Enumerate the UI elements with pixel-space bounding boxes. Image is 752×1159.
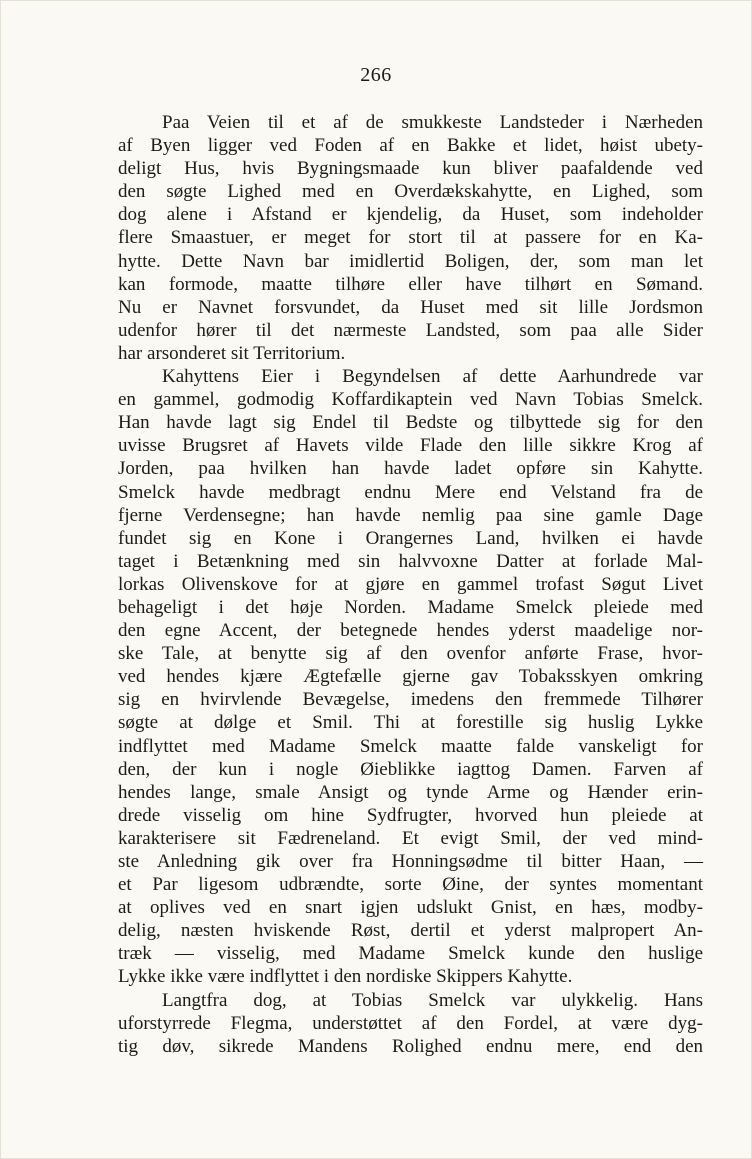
text-line: ved hendes kjære Ægtefælle gjerne gav Tobaksskyen omkring: [118, 666, 703, 688]
text-line: sig en hvirvlende Bevægelse, imedens den fremmede Tilhører: [118, 689, 703, 711]
text-line: deligt Hus, hvis Bygningsmaade kun bliver paafaldende ved: [118, 158, 703, 180]
text-line: kan formode, maatte tilhøre eller have tilhørt en Sømand.: [118, 273, 703, 295]
text-line: et Par ligesom udbrændte, sorte Øine, der syntes momentant: [118, 874, 703, 896]
text-line: udenfor hører til det nærmeste Landsted, som paa alle Sider: [118, 319, 703, 341]
text-line: behageligt i det høje Norden. Madame Smelck pleiede med: [118, 596, 703, 618]
text-line: lorkas Olivenskove for at gjøre en gammel trofast Søgut Livet: [118, 573, 703, 595]
text-line: dog alene i Afstand er kjendelig, da Huset, som indeholder: [118, 204, 703, 226]
text-line: den, der kun i nogle Øieblikke iagttog Damen. Farven af: [118, 758, 703, 780]
text-line: har arsonderet sit Territorium.: [118, 342, 346, 364]
text-line: en gammel, godmodig Koffardikaptein ved Navn Tobias Smelck.: [118, 389, 703, 411]
text-line: Paa Veien til et af de smukkeste Landsteder i Nærheden: [162, 112, 703, 133]
text-line: ske Tale, at benytte sig af den ovenfor anførte Frase, hvor-: [118, 643, 703, 665]
text-line: karakterisere sit Fædreneland. Et evigt Smil, der ved mind-: [118, 827, 703, 849]
text-line: fjerne Verdensegne; han havde nemlig paa sine gamle Dage: [118, 504, 703, 526]
text-line: Han havde lagt sig Endel til Bedste og tilbyttede sig for den: [118, 412, 703, 434]
text-line: ste Anledning gik over fra Honningsødme til bitter Haan, —: [118, 851, 703, 872]
text-line: uforstyrrede Flegma, understøttet af den Fordel, at være dyg-: [118, 1012, 703, 1034]
body-text: [118, 111, 703, 1058]
text-line: den søgte Lighed med en Overdækskahytte, en Lighed, som: [118, 181, 703, 203]
text-line: at oplives ved en snart igjen udslukt Gnist, en hæs, modby-: [118, 897, 703, 919]
text-line: fundet sig en Kone i Orangernes Land, hvilken ei havde: [118, 527, 703, 549]
text-line: Kahyttens Eier i Begyndelsen af dette Aarhundrede var: [162, 366, 703, 388]
text-line: den egne Accent, der betegnede hendes yderst maadelige nor-: [118, 620, 703, 642]
text-line: Nu er Navnet forsvundet, da Huset med sit lille Jordsmon: [118, 296, 703, 318]
page-number: 266: [360, 64, 392, 86]
text-line: hytte. Dette Navn bar imidlertid Boligen, der, som man let: [118, 250, 703, 272]
text-line: flere Smaastuer, er meget for stort til at passere for en Ka-: [118, 227, 703, 249]
text-line: Lykke ikke være indflyttet i den nordiske Skippers Kahytte.: [118, 966, 573, 988]
text-line: uvisse Brugsret af Havets vilde Flade den lille sikkre Krog af: [118, 435, 703, 457]
text-line: delig, næsten hviskende Røst, dertil et yderst malpropert An-: [118, 920, 703, 942]
text-line: Jorden, paa hvilken han havde ladet opføre sin Kahytte.: [118, 458, 703, 480]
text-line: Langtfra dog, at Tobias Smelck var ulykkelig. Hans: [162, 989, 703, 1011]
text-line: hendes lange, smale Ansigt og tynde Arme og Hænder erin-: [118, 781, 703, 803]
text-line: tig døv, sikrede Mandens Rolighed endnu mere, end den: [118, 1035, 703, 1057]
text-line: Smelck havde medbragt endnu Mere end Velstand fra de: [118, 481, 703, 503]
text-line: taget i Betænkning med sin halvvoxne Datter at forlade Mal-: [118, 550, 703, 572]
text-line: af Byen ligger ved Foden af en Bakke et lidet, høist ubety-: [118, 135, 703, 157]
text-line: søgte at dølge et Smil. Thi at forestille sig huslig Lykke: [118, 712, 703, 734]
text-line: træk — visselig, med Madame Smelck kunde den huslige: [118, 943, 703, 965]
text-line: indflyttet med Madame Smelck maatte falde vanskeligt for: [118, 735, 703, 757]
text-line: drede visselig om hine Sydfrugter, hvorved hun pleiede at: [118, 804, 703, 826]
